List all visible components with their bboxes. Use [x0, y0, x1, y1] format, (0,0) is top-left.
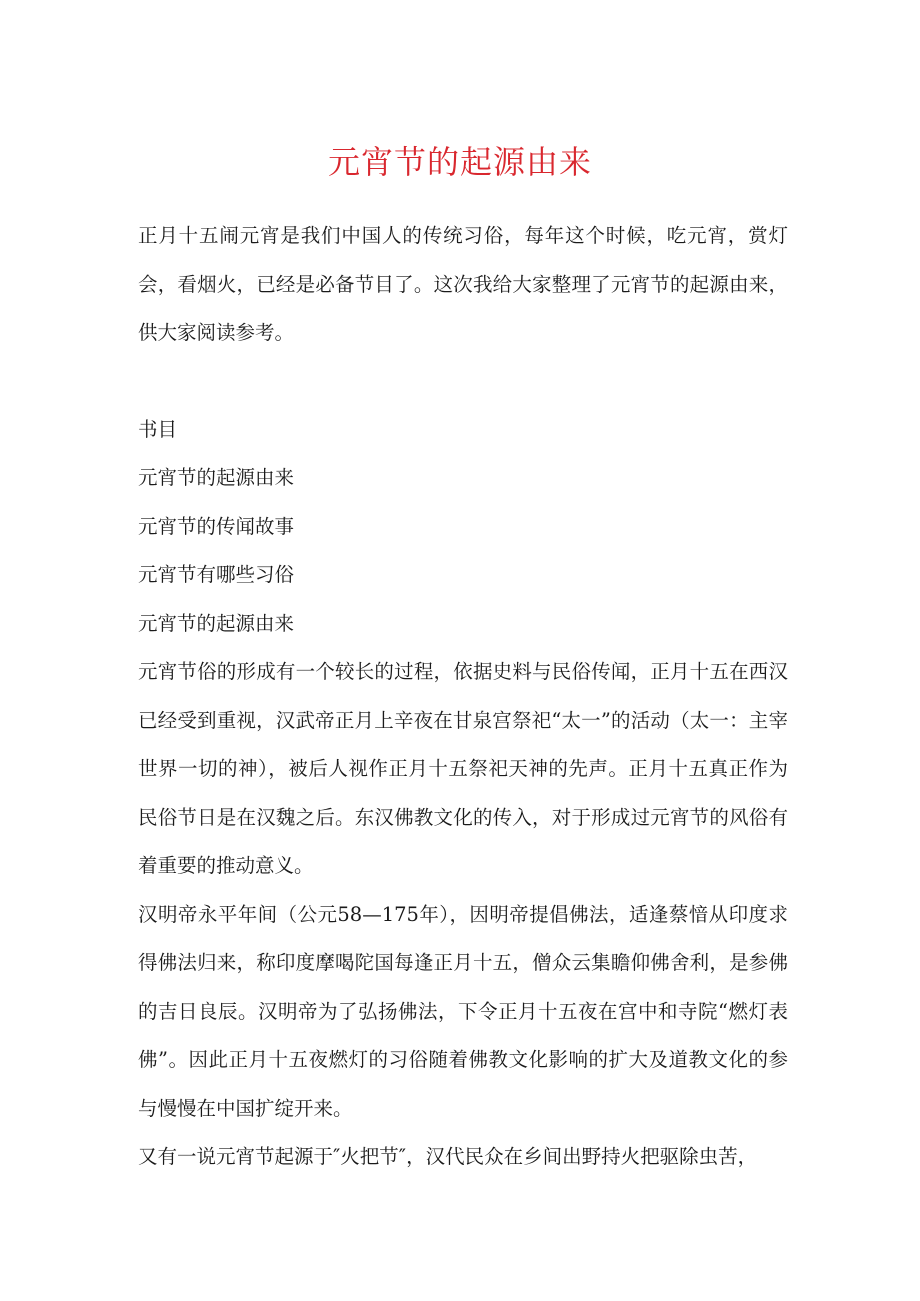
section-heading: 元宵节的起源由来 — [138, 611, 295, 635]
document-title: 元宵节的起源由来 — [327, 143, 592, 181]
toc-item: 元宵节有哪些习俗 — [138, 563, 295, 586]
body-paragraph: 元宵节俗的形成有一个较长的过程，依据史料与民俗传闻，正月十五在西汉已经受到重视，汉武帝正月上辛夜在甘泉宫祭祀“太一”的活动（太一：主宰世界一切的神），被后人视作正月十五祭祀天神的先声。正月十五真正作为民俗节日是在汉魏之后。东汉佛教文化的传入，对于形成过元宵节的风俗有着重要的推动意义。 — [138, 660, 788, 877]
toc-item: 元宵节的起源由来 — [138, 466, 295, 489]
body-paragraph: 又有一说元宵节起源于″火把节″，汉代民众在乡间出野持火把驱除虫苦， — [138, 1145, 758, 1168]
intro-paragraph: 正月十五闹元宵是我们中国人的传统习俗，每年这个时候，吃元宵，赏灯会，看烟火，已经是必备节目了。这次我给大家整理了元宵节的起源由来，供大家阅读参考。 — [138, 224, 788, 344]
toc-item: 元宵节的传闻故事 — [138, 514, 295, 538]
body-paragraph: 汉明帝永平年间（公元58—175年），因明帝提倡佛法，适逢蔡愔从印度求得佛法归来，称印度摩喝陀国每逢正月十五，僧众云集瞻仰佛舍利，是参佛的吉日良辰。汉明帝为了弘扬佛法，下令正月十五夜在宫中和寺院“燃灯表佛”。因此正月十五夜燃灯的习俗随着佛教文化影响的扩大及道教文化的参与慢慢在中国扩绽开来。 — [138, 902, 788, 1120]
document-body — [138, 212, 788, 1182]
toc-heading: 书目 — [138, 417, 178, 441]
